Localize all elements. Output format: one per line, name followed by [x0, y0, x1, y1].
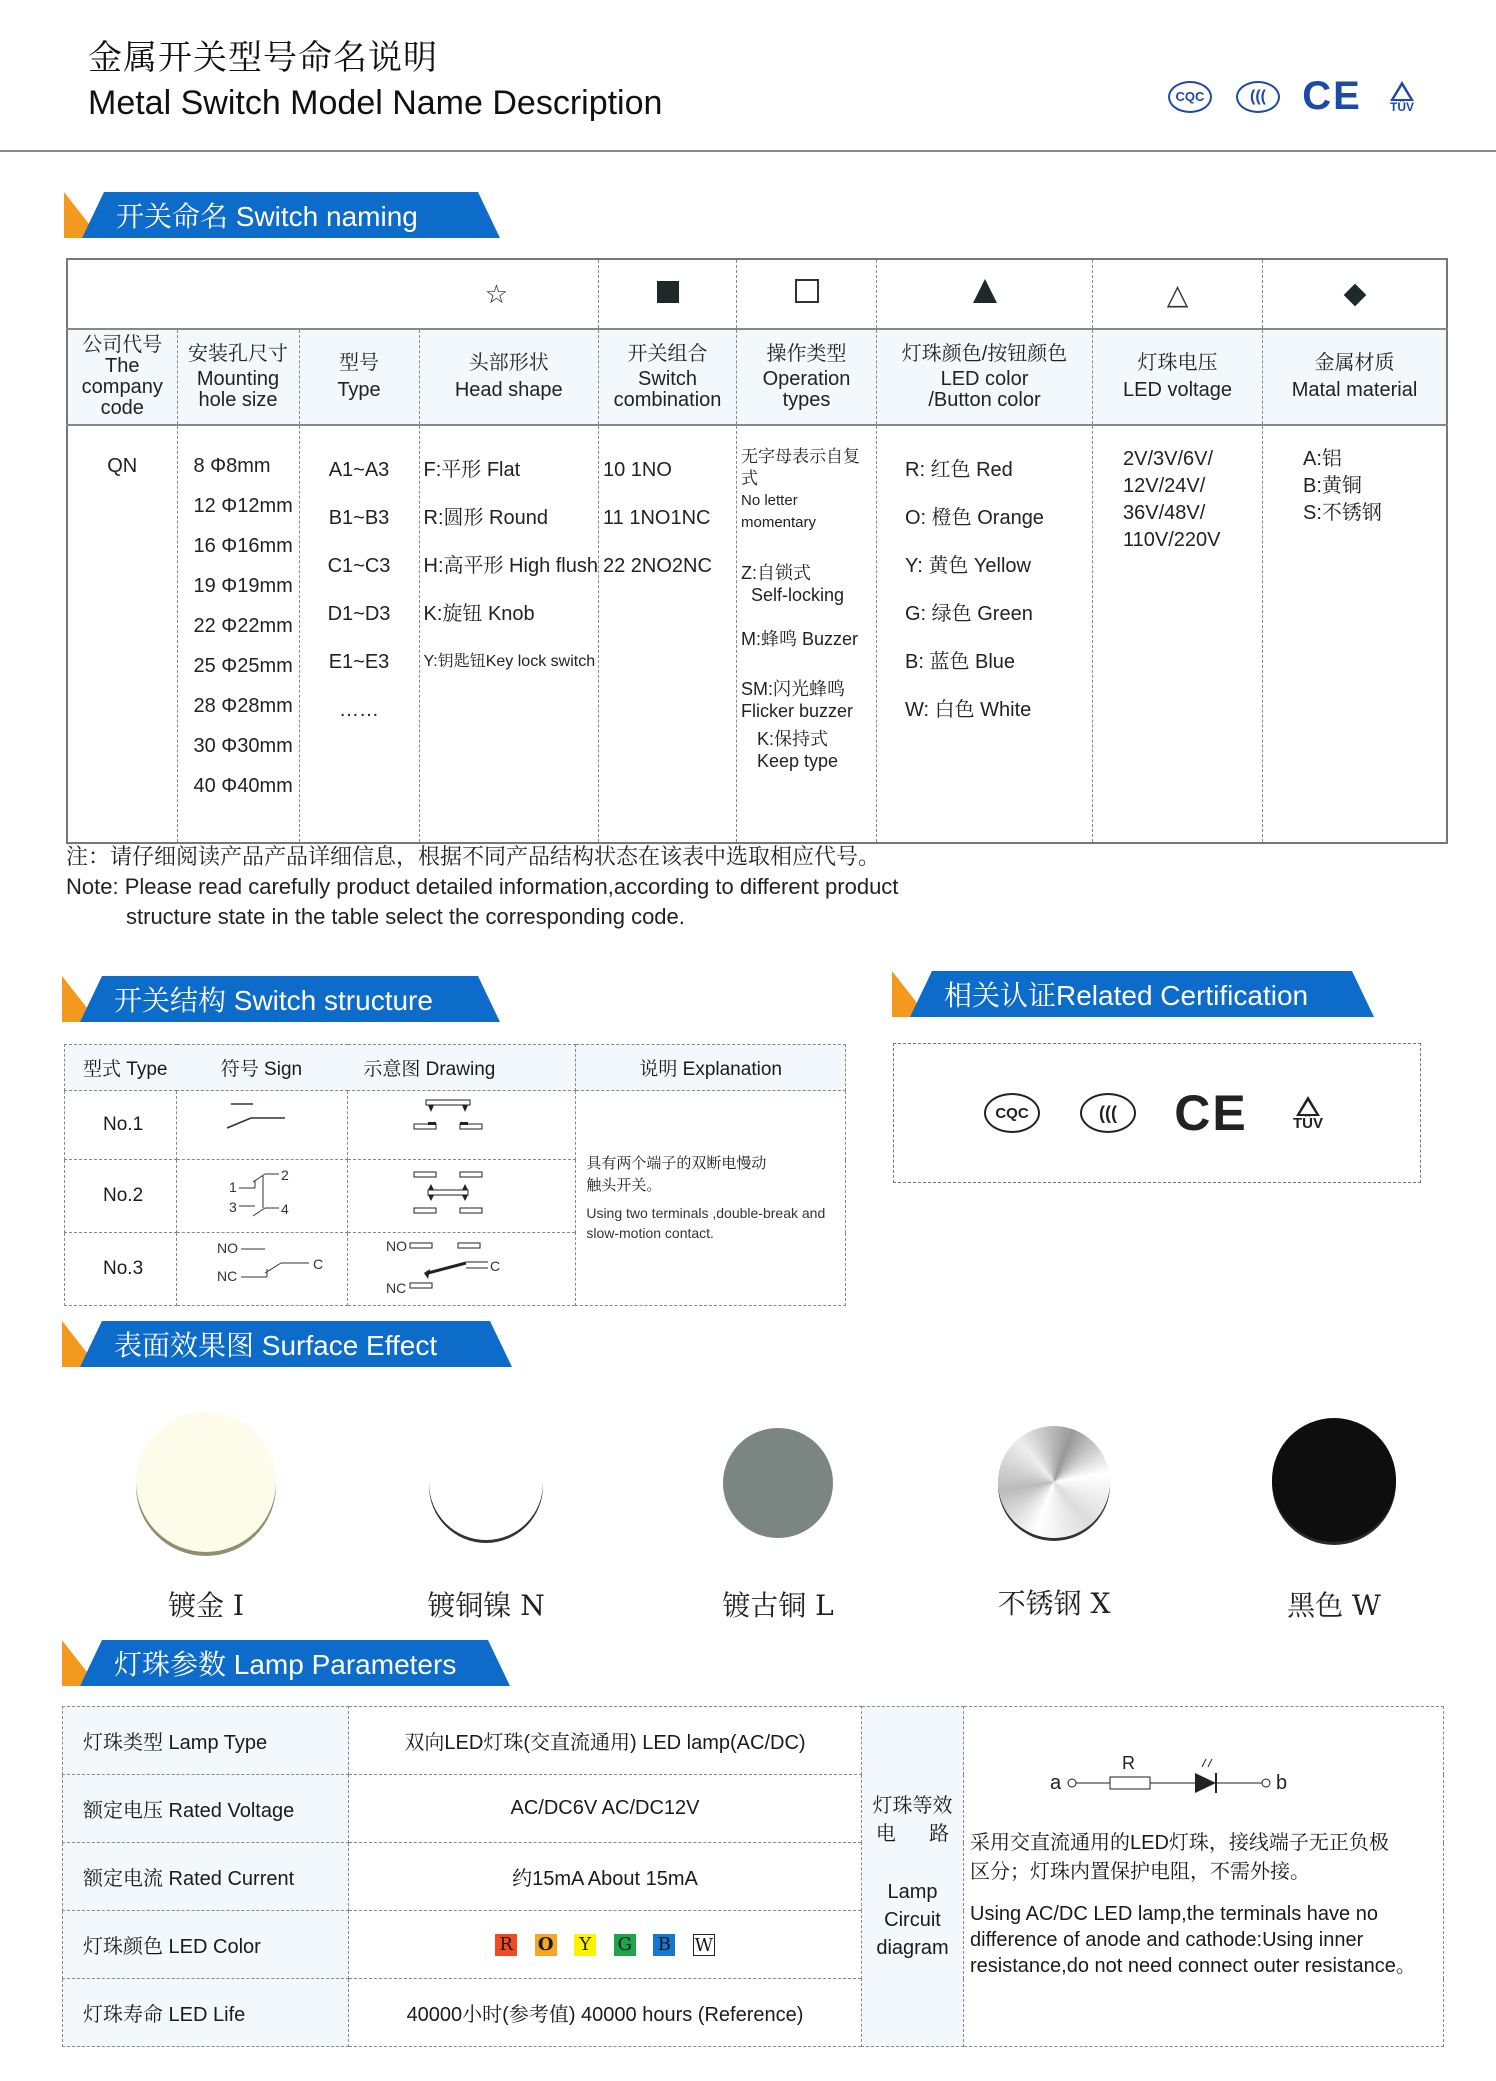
col-header: 开关组合 Switch combination [599, 329, 737, 425]
svg-text:R: R [1122, 1755, 1135, 1773]
section-banner-structure [62, 976, 500, 1022]
header-divider [0, 150, 1496, 152]
surface-label: 镀金 I [168, 1589, 244, 1622]
surface-label: 镀古铜 L [722, 1589, 834, 1622]
sign-no1-icon [177, 1091, 348, 1160]
head-shape-list: F:平形 Flat R:圆形 Round H:高平形 High flush K:旋钮 Knob Y:钥匙钮Key lock switch [419, 425, 599, 843]
svg-text:1: 1 [229, 1179, 237, 1195]
company-code: QN [67, 425, 177, 843]
header-cert-logos [1168, 74, 1420, 119]
col-header: 安装孔尺寸 Mounting hole size [177, 329, 299, 425]
surface-copper-nickel [376, 1412, 596, 1624]
filled-square-icon [599, 259, 737, 329]
combination-list: 10 1NO 11 1NO1NC 22 2NO2NC [599, 425, 737, 843]
type-list: A1~A3 B1~B3 C1~C3 D1~D3 E1~E3 …… [299, 425, 419, 843]
section-banner-naming [64, 192, 500, 238]
rated-current-value: 约15mA About 15mA [349, 1843, 862, 1911]
led-circuit-icon [1050, 1755, 1443, 1811]
led-chip-green: G [614, 1934, 636, 1956]
tuv-logo-icon [1286, 1096, 1330, 1131]
svg-text:NO: NO [386, 1238, 407, 1254]
black-disc-icon [1272, 1418, 1396, 1542]
surface-label: 黑色 W [1287, 1589, 1381, 1622]
svg-text:2: 2 [281, 1167, 289, 1183]
section-banner-certification [892, 971, 1374, 1017]
col-header: 操作类型 Operation types [737, 329, 877, 425]
tuv-logo-icon [1384, 81, 1420, 113]
tuv-text: TÜV [1390, 99, 1414, 114]
material-list: A:铝 B:黄铜 S:不锈钢 [1263, 425, 1448, 843]
type-no3: No.3 [65, 1233, 177, 1306]
led-chip-blue: B [653, 1934, 675, 1956]
hole-size-list: 8 Φ8mm 12 Φ12mm 16 Φ16mm 19 Φ19mm 22 Φ22mm 25 Φ25mm 28 Φ28mm 30 Φ30mm 40 Φ40mm [177, 425, 299, 843]
led-chip-red: R [495, 1934, 517, 1956]
page-title-cn: 金属开关型号命名说明 [88, 39, 438, 77]
filled-diamond-icon [1263, 259, 1448, 329]
operation-list: 无字母表示自复式 No letter momentary Z:自锁式 Self-locking M:蜂鸣 Buzzer SM:闪光蜂鸣 Flicker buzzer K:保持式 Keep type [737, 425, 877, 843]
circuit-diagram-cell: a R b 采用交直流通用的LED灯珠，接线端子无正负极区分；灯珠内置保护电阻，不需外接。 Using AC/DC LED lamp,the terminals have no difference of anode and cathode:Using inner resistance,do not need connect outer resistance。 [964, 1707, 1444, 2047]
surface-stainless [944, 1412, 1164, 1622]
surface-label: 不锈钢 X [997, 1587, 1111, 1620]
open-square-icon [737, 259, 877, 329]
svg-text:C: C [313, 1256, 324, 1272]
col-header: 型号 Type [299, 329, 419, 425]
explanation-header: 说明 Explanation [576, 1045, 846, 1091]
led-color-key: 灯珠颜色 LED Color [63, 1911, 349, 1979]
col-header: 金属材质 Matal material [1263, 329, 1448, 425]
rated-voltage-value: AC/DC6V AC/DC12V [349, 1775, 862, 1843]
drawing-no1-icon [348, 1091, 576, 1160]
page-title-en: Metal Switch Model Name Description [88, 84, 663, 122]
structure-header: 型式 Type 符号 Sign 示意图 Drawing [65, 1045, 576, 1091]
lamp-type-key: 灯珠类型 Lamp Type [63, 1707, 349, 1775]
open-triangle-icon: △ [1093, 259, 1263, 329]
section-banner-lamp [62, 1640, 510, 1686]
surface-gold [96, 1412, 316, 1624]
surface-black [1224, 1412, 1444, 1624]
section-title: 开关结构 Switch structure [114, 985, 433, 1016]
led-color-chips [349, 1911, 862, 1979]
naming-header-row [67, 329, 1447, 425]
led-voltage-list: 2V/3V/6V/ 12V/24V/ 36V/48V/ 110V/220V [1093, 425, 1263, 843]
certification-logos [893, 1043, 1421, 1183]
section-title: 灯珠参数 Lamp Parameters [114, 1649, 457, 1680]
ccc-logo-icon: ((( [1080, 1093, 1136, 1133]
led-chip-yellow: Y [574, 1934, 596, 1956]
structure-explanation: 具有两个端子的双断电慢动触头开关。 Using two terminals ,double-break and slow-motion contact. [576, 1091, 846, 1306]
ce-logo-icon: CE [1302, 74, 1362, 118]
drawing-no2-icon [348, 1160, 576, 1233]
svg-text:NC: NC [386, 1280, 407, 1296]
col-header: 灯珠电压 LED voltage [1093, 329, 1263, 425]
naming-note: 注：请仔细阅读产品产品详细信息，根据不同产品结构状态在该表中选取相应代号。 Note: Please read carefully product detailed information,according to different product structure state in the table select the corresponding code. [66, 844, 899, 929]
svg-text:a: a [1050, 1772, 1062, 1794]
svg-text:NO: NO [217, 1240, 238, 1256]
led-life-value: 40000小时(参考值) 40000 hours (Reference) [349, 1979, 862, 2047]
svg-text:3: 3 [229, 1199, 237, 1215]
type-no2: No.2 [65, 1160, 177, 1233]
surface-label: 镀铜镍 N [427, 1589, 545, 1622]
filled-triangle-icon [877, 259, 1093, 329]
section-title: 相关认证Related Certification [944, 980, 1309, 1011]
col-header: 灯珠颜色/按钮颜色 LED color /Button color [877, 329, 1093, 425]
nickel-disc-icon [429, 1426, 543, 1540]
rated-voltage-key: 额定电压 Rated Voltage [63, 1775, 349, 1843]
led-color-list: R: 红色 Red O: 橙色 Orange Y: 黄色 Yellow G: 绿色 Green B: 蓝色 Blue W: 白色 White [877, 425, 1093, 843]
svg-text:4: 4 [281, 1201, 289, 1217]
ccc-logo-icon: ((( [1236, 81, 1280, 113]
rated-current-key: 额定电流 Rated Current [63, 1843, 349, 1911]
bronze-disc-icon [723, 1428, 833, 1538]
circuit-label: 灯珠等效 电 路 Lamp Circuit diagram [862, 1707, 964, 2047]
section-banner-surface [62, 1321, 512, 1367]
sign-no2-icon [177, 1160, 348, 1233]
switch-naming-table [66, 258, 1448, 844]
surface-antique-bronze [668, 1412, 888, 1624]
gold-disc-icon [136, 1412, 276, 1552]
lamp-type-value: 双向LED灯珠(交直流通用) LED lamp(AC/DC) [349, 1707, 862, 1775]
svg-text:NC: NC [217, 1268, 238, 1284]
naming-body-row [67, 425, 1447, 843]
led-chip-orange: O [535, 1934, 557, 1956]
stainless-disc-icon [998, 1426, 1110, 1538]
section-title: 表面效果图 Surface Effect [114, 1330, 438, 1361]
lamp-parameters-table [62, 1706, 1444, 2047]
svg-text:C: C [490, 1258, 501, 1274]
ce-logo-icon: CE [1174, 1085, 1248, 1141]
switch-structure-table [64, 1044, 846, 1306]
cqc-logo-icon: CQC [984, 1093, 1040, 1133]
tuv-text: TÜV [1293, 1114, 1323, 1132]
drawing-no3-icon [348, 1233, 576, 1306]
sign-no3-icon [177, 1233, 348, 1306]
section-title: 开关命名 Switch naming [116, 201, 418, 232]
led-chip-white: W [694, 1934, 714, 1956]
svg-text:b: b [1276, 1772, 1288, 1794]
star-symbol-icon: ☆ [67, 259, 599, 329]
col-header: 头部形状 Head shape [419, 329, 599, 425]
type-no1: No.1 [65, 1091, 177, 1160]
led-life-key: 灯珠寿命 LED Life [63, 1979, 349, 2047]
col-header: 公司代号 The company code [67, 329, 177, 425]
cqc-logo-icon: CQC [1168, 81, 1212, 113]
